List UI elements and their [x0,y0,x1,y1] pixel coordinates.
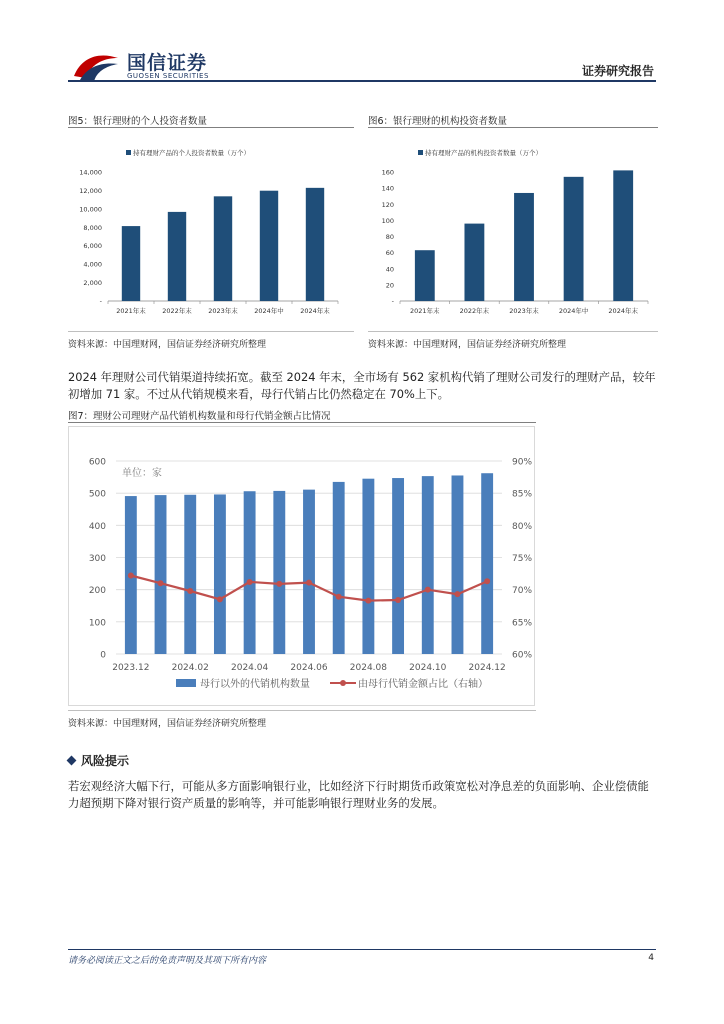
bar [362,479,374,654]
y-tick-label: 2,000 [83,279,102,288]
x-tick-label: 2024.10 [409,663,447,673]
bar [452,475,464,654]
legend-swatch [126,150,131,155]
fig6-title-rule [368,127,658,128]
y-tick-label: 12,000 [79,186,102,195]
fig7-source: 资料来源：中国理财网，国信证券经济研究所整理 [68,719,267,729]
legend-label: 持有理财产品的机构投资者数量（万个） [425,149,542,157]
legend-label-line: 由母行代销金额占比（右轴） [358,679,488,690]
bar [122,226,140,301]
y-tick-label: 160 [381,168,394,177]
bar [260,191,278,301]
line-point [484,578,490,584]
y-tick-label: - [391,297,394,306]
y-left-tick-label: 300 [88,554,106,564]
fig6-bottom-rule [368,331,658,332]
line-point [217,596,223,602]
y-left-tick-label: 500 [88,489,106,500]
bar [392,478,404,654]
x-tick-label: 2024年中 [558,307,589,315]
bar [155,495,167,654]
bar [613,170,633,301]
line-point [247,579,253,585]
y-tick-label: 40 [385,265,394,274]
line-point [425,587,431,593]
x-tick-label: 2023年末 [509,307,539,315]
line-point [187,588,193,594]
bar [303,490,315,654]
body-paragraph: 2024 年理财公司代销渠道持续拓宽。截至 2024 年末，全市场有 562 家机构代销了理财公司发行的理财产品，较年初增加 71 家。不过从代销规模来看，母行代销占比仍然稳定在 70%上下。 [68,370,656,401]
bar [415,250,435,301]
bar [422,476,434,654]
y-left-tick-label: 400 [88,521,106,532]
bar [273,491,285,654]
fig6-chart [368,130,658,330]
y-left-tick-label: 100 [88,618,106,629]
line-point [128,573,134,579]
logo-icon [72,50,120,82]
line-point [336,594,342,600]
y-right-tick-label: 65% [512,618,533,629]
x-tick-label: 2023.12 [112,663,150,673]
fig7-chart [68,426,548,706]
x-tick-label: 2024年中 [254,307,284,315]
y-tick-label: 140 [381,184,394,193]
x-tick-label: 2024年末 [608,307,638,315]
line-point [365,598,371,604]
bar [214,196,232,301]
logo-text: 国信证券 [127,52,208,74]
footer-divider [68,949,656,950]
unit-label: 单位：家 [122,468,162,479]
page-number: 4 [648,953,654,963]
bar [214,494,226,654]
y-tick-label: 8,000 [83,223,102,232]
fig5-title-rule [68,127,354,128]
line-point [276,581,282,587]
x-tick-label: 2024.12 [468,663,506,673]
fig5-bottom-rule [68,331,354,332]
y-tick-label: 14,000 [79,168,102,177]
y-tick-label: 6,000 [83,242,102,251]
report-type-label: 证券研究报告 [581,64,654,78]
line-point [395,597,401,603]
y-left-tick-label: 200 [88,586,106,597]
bar [514,193,534,301]
y-right-tick-label: 70% [512,586,533,597]
y-left-tick-label: 0 [100,650,106,661]
fig5-title: 图5：银行理财的个人投资者数量 [68,116,208,127]
y-tick-label: 20 [385,281,394,290]
fig7-title-rule [68,422,536,423]
bar [168,212,186,301]
risk-heading-text: 风险提示 [81,754,130,768]
bar [306,188,324,301]
legend-marker-line [340,680,346,686]
x-tick-label: 2024.04 [231,663,269,673]
y-right-tick-label: 60% [512,650,533,661]
line-point [454,591,460,597]
footer-disclaimer: 请务必阅读正文之后的免责声明及其项下所有内容 [68,956,267,966]
x-tick-label: 2024.02 [171,663,209,673]
bar [184,495,196,654]
y-tick-label: 4,000 [83,260,102,269]
bar [244,491,256,654]
bar [481,473,493,654]
risk-paragraph: 若宏观经济大幅下行，可能从多方面影响银行业，比如经济下行时期货币政策宽松对净息差的负面影响、企业偿债能力超预期下降对银行资产质量的影响等，并可能影响银行理财业务的发展。 [68,779,649,810]
fig6-source: 资料来源：中国理财网，国信证券经济研究所整理 [368,340,567,350]
x-tick-label: 2022年末 [162,307,192,315]
y-tick-label: 100 [381,216,394,225]
x-tick-label: 2024年末 [300,307,330,315]
y-tick-label: 80 [385,233,394,241]
y-tick-label: - [99,297,102,306]
x-tick-label: 2021年末 [410,307,440,315]
x-tick-label: 2024.08 [349,663,387,673]
y-left-tick-label: 600 [88,457,106,468]
fig5-source: 资料来源：中国理财网，国信证券经济研究所整理 [68,340,267,350]
risk-heading [68,752,129,769]
x-tick-label: 2024.06 [290,663,328,673]
header-divider [68,80,656,82]
diamond-bullet-icon [67,756,77,766]
logo-subtext: GUOSEN SECURITIES [127,72,209,80]
x-tick-label: 2021年末 [116,307,146,315]
bar [564,177,584,301]
fig7-title: 图7：理财公司理财产品代销机构数量和母行代销金额占比情况 [68,411,331,422]
bar [464,224,484,301]
legend-label-bars: 母行以外的代销机构数量 [200,679,310,690]
y-right-tick-label: 75% [512,554,533,564]
y-right-tick-label: 90% [512,457,533,468]
fig7-bottom-rule [68,710,536,711]
y-tick-label: 120 [381,200,394,209]
bar [333,482,345,654]
y-right-tick-label: 85% [512,489,533,500]
fig5-chart [68,130,354,330]
legend-swatch-bars [176,679,196,687]
y-tick-label: 60 [385,249,394,258]
x-tick-label: 2023年末 [208,307,238,315]
legend-label: 持有理财产品的个人投资者数量（万个） [133,149,250,157]
x-tick-label: 2022年末 [459,307,490,315]
fig6-title: 图6：银行理财的机构投资者数量 [368,116,508,127]
line-point [306,580,312,586]
legend-swatch [418,150,423,155]
y-tick-label: 10,000 [79,205,102,214]
y-right-tick-label: 80% [512,521,533,532]
line-point [158,580,164,586]
